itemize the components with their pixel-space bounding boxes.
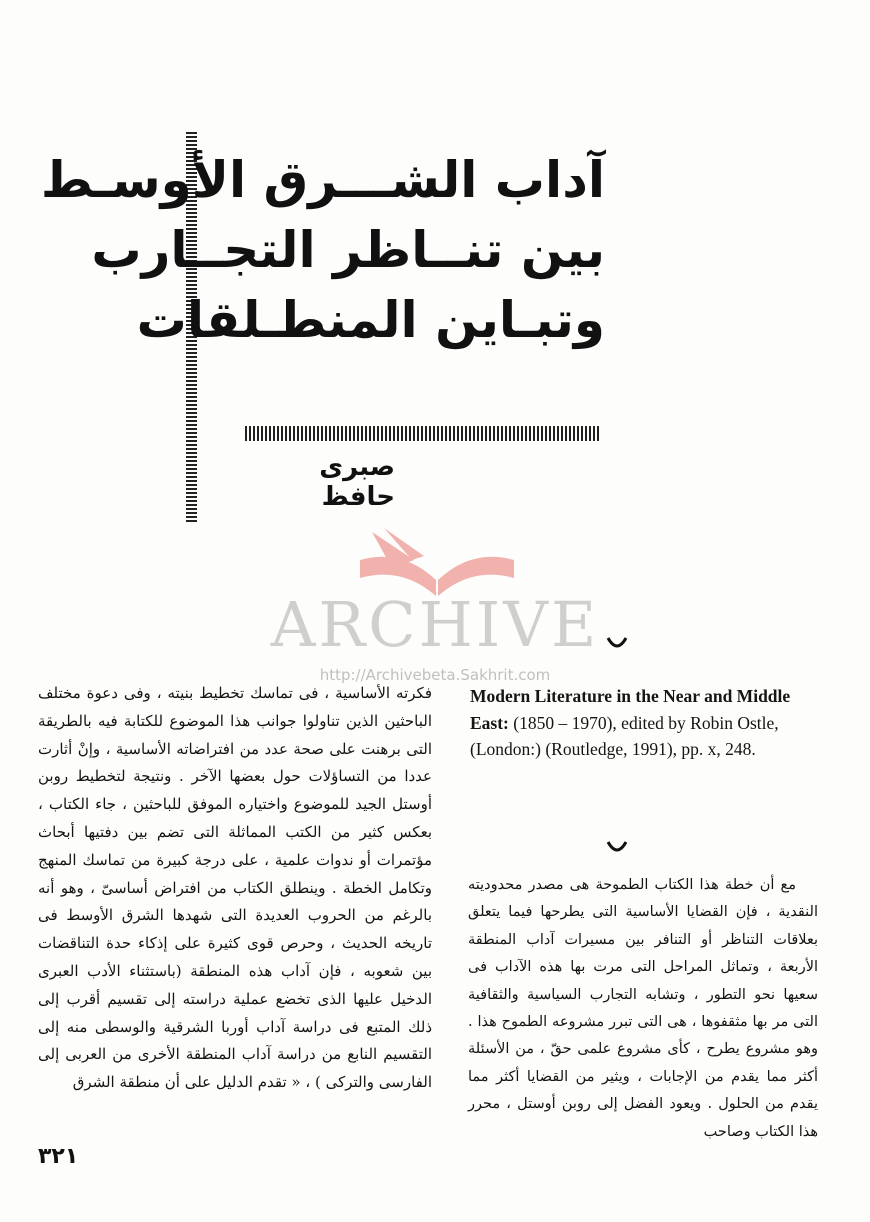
book-citation	[470, 683, 815, 763]
section-mark-icon	[606, 840, 628, 854]
right-column	[468, 872, 818, 1146]
book-details: (1850 – 1970), edited by Robin Ostle, (London:) (Routledge, 1991), pp. x, 248.	[470, 712, 779, 759]
page-number: ٣٢١	[38, 1144, 79, 1169]
watermark-brand: ARCHIVE	[270, 588, 600, 661]
section-mark-icon	[606, 636, 628, 650]
title-line: آداب الشـــرق الأوسـط	[40, 151, 605, 209]
article-title	[40, 145, 605, 355]
title-line: وتبـاين المنطـلقات	[136, 291, 605, 349]
title-line: بين تنــاظر التجــارب	[91, 221, 605, 279]
author-name: صبرى حافظ	[319, 452, 395, 512]
watermark-url: http://Archivebeta.Sakhrit.com	[319, 666, 551, 684]
book-title: Modern Literature in the Near and Middle East:	[470, 686, 791, 733]
paragraph: مع أن خطة هذا الكتاب الطموحة هى مصدر محدوديته النقدية ، فإن القضايا الأساسية التى يطرحها فيما يتعلق بعلاقات التناظر أو التنافر بين مسيرات آداب المنطقة الأربعة ، وتماثل المراحل التى مرت بها هذه الآداب فى سعيها نحو التطور ، وتشابه التجارب السياسية والثقافية التى مر بها مثقفوها ، هى التى تبرر مشروعه الطموح هذا . وهو مشروع يطرح ، كأى مشروع علمى حقّ ، من الأسئلة أكثر مما يقدم من الإجابات ، ويثير من القضايا أكثر مما يقدم من الحلول . ويعود الفضل إلى روبن أوستل ، محرر هذا الكتاب وصاحب	[468, 877, 818, 1140]
author-divider	[245, 426, 600, 441]
left-column: فكرته الأساسية ، فى تماسك تخطيط بنيته ، وفى دعوة مختلف الباحثين الذين تناولوا جوانب هذا الموضوع للكتابة فيه بالطريقة التى برهنت على صحة عدد من افتراضاته الأساسية ، وإنْ أثارت عددا من التساؤلات حول بعضها الآخر . ونتيجة لتخطيط روبن أوستل الجيد للموضوع واختياره الموفق للباحثين ، جاء الكتاب ، بعكس كثير من الكتب المماثلة التى تضم بين دفتيها أبحاث مؤتمرات أو ندوات علمية ، على درجة كبيرة من تماسك المنهج وتكامل الخطة . وينطلق الكتاب من افتراض أساسىّ ، وهو أنه بالرغم من الحروب العديدة التى شهدها الشرق الأوسط فى تاريخه الحديث ، وحرص قوى كثيرة على إذكاء حدة التناقضات بين شعوبه ، فإن آداب هذه المنطقة (باستثناء الأدب العبرى الدخيل عليها الذى تخضع عملية دراسته إلى تقسيم أقرب إلى ذلك المتبع فى دراسة آداب أوربا الشرقية والوسطى منه إلى التقسيم النابع من دراسة آداب المنطقة الأخرى من العربى إلى الفارسى والتركى ) ، « تقدم الدليل على أن منطقة الشرق	[38, 684, 432, 1092]
